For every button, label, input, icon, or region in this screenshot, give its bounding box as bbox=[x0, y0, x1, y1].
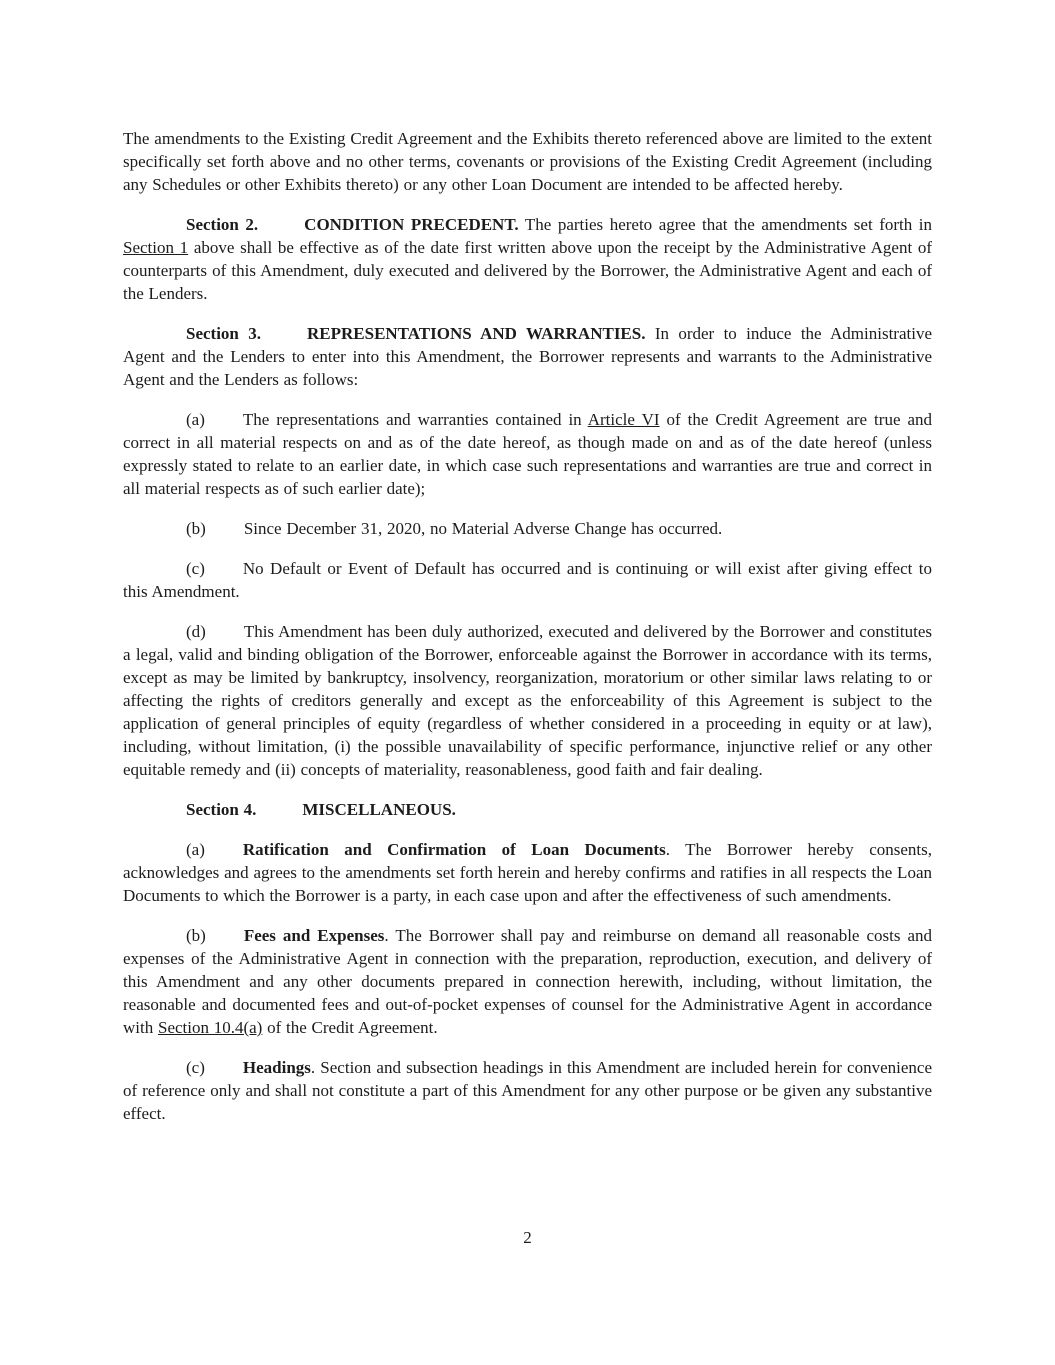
list-marker: (b) bbox=[186, 519, 206, 538]
paragraph-rep-d bbox=[123, 620, 932, 781]
text-run: The amendments to the Existing Credit Agreement and the Exhibits thereto referenced above are limited to the extent specifically set forth above and no other terms, covenants or provisions of the Existing Credit Agreement (including any Schedules or other Exhibits thereto) or any other Loan Document are intended to be affected hereby. bbox=[123, 129, 932, 194]
paragraph-amendments-scope bbox=[123, 127, 932, 196]
text-run: No Default or Event of Default has occurred and is continuing or will exist after giving effect to this Amendment. bbox=[123, 559, 932, 601]
clause-heading: Ratification and Confirmation of Loan Documents bbox=[242, 840, 666, 859]
list-marker: (c) bbox=[186, 1058, 205, 1077]
text-run: . The Borrower hereby consents, acknowledges and agrees to the amendments set forth herein and hereby confirms and ratifies in all respects the Loan Documents to which the Borrower is a party, in each case upon and after the effectiveness of such amendments. bbox=[123, 840, 932, 905]
text-run: This Amendment has been duly authorized, executed and delivered by the Borrower and constitutes a legal, valid and binding obligation of the Borrower, enforceable against the Borrower in accordance with its terms, except as may be limited by bankruptcy, insolvency, reorganization, moratorium or other similar laws relating to or affecting the rights of creditors generally and except as the enforceability of this Agreement is subject to the application of general principles of equity (regardless of whether considered in a proceeding in equity or at law), including, without limitation, (i) the possible unavailability of specific performance, injunctive relief or any other equitable remedy and (ii) concepts of materiality, reasonableness, good faith and fair dealing. bbox=[123, 622, 932, 779]
document-body bbox=[123, 127, 932, 1125]
paragraph-section-3 bbox=[123, 322, 932, 391]
section-title: REPRESENTATIONS AND WARRANTIES. bbox=[307, 324, 646, 343]
paragraph-section-4 bbox=[123, 798, 932, 821]
text-run: The parties hereto agree that the amendments set forth in bbox=[518, 215, 933, 234]
text-run: of the Credit Agreement are true and correct in all material respects on and as of the date hereof, as though made on and as of the date hereof (unless expressly stated to relate to an earlier date, in which case such representations and warranties are true and correct in all material respects as of such earlier date); bbox=[123, 410, 932, 498]
list-marker: (b) bbox=[186, 926, 206, 945]
list-marker: (a) bbox=[186, 410, 205, 429]
text-run: . Section and subsection headings in this Amendment are included herein for convenience of reference only and shall not constitute a part of this Amendment for any other purpose or be given any substantive effect. bbox=[123, 1058, 932, 1123]
list-marker: (c) bbox=[186, 559, 205, 578]
text-run: Since December 31, 2020, no Material Adverse Change has occurred. bbox=[243, 519, 723, 538]
paragraph-rep-a bbox=[123, 408, 932, 500]
clause-heading: Fees and Expenses bbox=[243, 926, 385, 945]
list-marker: (d) bbox=[186, 622, 206, 641]
paragraph-misc-a bbox=[123, 838, 932, 907]
section-label: Section 3. bbox=[186, 324, 261, 343]
section-title: CONDITION PRECEDENT. bbox=[304, 215, 519, 234]
cross-reference: Section 1 bbox=[123, 238, 189, 257]
paragraph-rep-c bbox=[123, 557, 932, 603]
text-run: The representations and warranties contained in bbox=[242, 410, 588, 429]
page-number: 2 bbox=[523, 1228, 532, 1247]
section-label: Section 4. bbox=[186, 800, 257, 819]
paragraph-rep-b bbox=[123, 517, 932, 540]
list-marker: (a) bbox=[186, 840, 205, 859]
paragraph-misc-b bbox=[123, 924, 932, 1039]
text-run: . The Borrower shall pay and reimburse on demand all reasonable costs and expenses of the Administrative Agent in connection with the preparation, reproduction, execution, and delivery of this Amendment and any other documents prepared in connection herewith, including, without limitation, the reasonable and documented fees and out-of-pocket expenses of counsel for the Administrative Agent in accordance with bbox=[123, 926, 932, 1037]
paragraph-section-2 bbox=[123, 213, 932, 305]
text-run: of the Credit Agreement. bbox=[262, 1018, 438, 1037]
text-run: In order to induce the Administrative Agent and the Lenders to enter into this Amendment, the Borrower represents and warrants to the Administrative Agent and the Lenders as follows: bbox=[123, 324, 932, 389]
section-label: Section 2. bbox=[186, 215, 259, 234]
clause-heading: Headings bbox=[242, 1058, 311, 1077]
section-title: MISCELLANEOUS. bbox=[302, 800, 456, 819]
cross-reference: Article VI bbox=[587, 410, 660, 429]
text-run: above shall be effective as of the date first written above upon the receipt by the Administrative Agent of counterparts of this Amendment, duly executed and delivered by the Borrower, the Administrative Agent and each of the Lenders. bbox=[123, 238, 932, 303]
cross-reference: Section 10.4(a) bbox=[157, 1018, 263, 1037]
paragraph-misc-c bbox=[123, 1056, 932, 1125]
